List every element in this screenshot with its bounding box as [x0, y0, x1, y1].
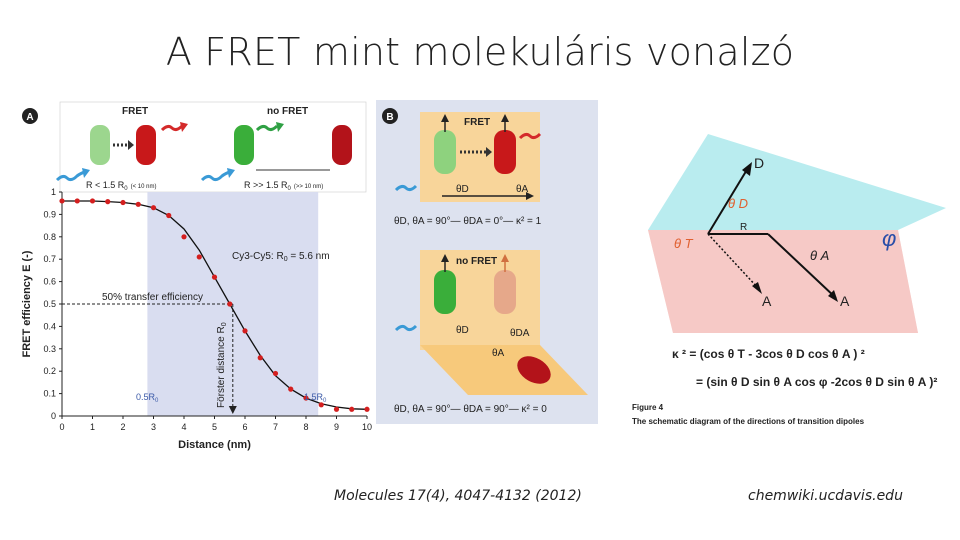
panel-b-fret: FRET	[464, 117, 491, 128]
data-point	[197, 254, 202, 259]
data-point	[288, 387, 293, 392]
annotation-forster: Förster distance $R_0$	[216, 322, 228, 408]
label-r: R	[740, 222, 748, 233]
x-tick-label: 5	[211, 422, 218, 432]
label-a: A	[840, 293, 850, 309]
data-point	[212, 275, 217, 280]
figure-caption: The schematic diagram of the directions of transition dipoles	[632, 417, 865, 426]
panel-b-label: B	[386, 112, 394, 123]
panel-a	[12, 100, 384, 460]
y-tick-label: 0	[50, 411, 56, 421]
x-tick-label: 0	[59, 422, 65, 432]
figure-label: Figure 4	[632, 403, 664, 412]
y-axis-label: FRET efficiency E (-)	[21, 250, 33, 358]
data-point	[242, 328, 247, 333]
data-point	[90, 198, 95, 203]
data-point	[136, 202, 141, 207]
y-tick-label: 1	[50, 187, 56, 197]
annotation-pair: Cy3-Cy5: $R_0 = 5.6$ nm	[232, 251, 330, 263]
cond-left: R < 1.5 $R_0$ $^{(< 10 nm)}$	[86, 180, 157, 192]
top-fret-label: FRET	[122, 106, 149, 117]
data-point	[227, 301, 232, 306]
y-tick-label: 0.6	[43, 276, 56, 287]
data-point	[166, 213, 171, 218]
cond-right: R >> 1.5 $R_0$ $^{(>> 10 nm)}$	[244, 180, 324, 192]
x-tick-label: 3	[150, 422, 157, 432]
upper-plane	[648, 134, 946, 230]
x-tick-label: 1	[89, 422, 96, 432]
x-tick-label: 2	[120, 422, 126, 432]
y-tick-label: 0.3	[43, 343, 56, 354]
theta-a-2: θA	[492, 348, 505, 359]
x-tick-label: 10	[361, 422, 373, 432]
panel-b-nofret: no FRET	[456, 256, 498, 267]
y-tick-label: 0.7	[43, 254, 56, 265]
x-tick-label: 4	[181, 422, 187, 432]
annotation-50: 50% transfer efficiency	[102, 292, 203, 303]
y-tick-label: 0.2	[43, 366, 56, 377]
data-point	[105, 199, 110, 204]
label-a-dotted: A	[762, 293, 772, 309]
x-tick-label: 7	[272, 422, 279, 432]
data-point	[59, 198, 64, 203]
label-15r0: $1.5R_0$	[304, 392, 327, 404]
donor-icon	[90, 125, 110, 165]
data-point	[258, 355, 263, 360]
label-d: D	[754, 155, 765, 171]
y-tick-label: 0.1	[43, 388, 56, 399]
panel-b	[376, 100, 598, 424]
data-point	[349, 407, 354, 412]
data-point	[181, 234, 186, 239]
slide-title: A FRET mint molekuláris vonalzó	[165, 30, 795, 74]
x-tick-label: 9	[333, 422, 340, 432]
caption-left: Molecules 17(4), 4047-4132 (2012)	[334, 488, 582, 504]
x-axis-label: Distance (nm)	[178, 439, 251, 451]
y-tick-label: 0.4	[43, 321, 56, 332]
top-nofret-label: no FRET	[267, 106, 309, 117]
caption-right: chemwiki.ucdavis.edu	[748, 488, 903, 504]
theta-a-1: θA	[516, 184, 529, 195]
data-point	[151, 205, 156, 210]
label-05r0: $0.5R_0$	[136, 392, 159, 404]
theta-t-c: θ T	[674, 236, 693, 251]
data-point	[334, 407, 339, 412]
data-point	[75, 198, 80, 203]
y-tick-label: 0.9	[43, 209, 56, 220]
data-point	[364, 407, 369, 412]
theta-d-2: θD	[456, 325, 469, 336]
kappa-line2: = (sin θ D sin θ A cos φ -2cos θ D sin θ A )²	[696, 375, 938, 389]
y-tick-label: 0.5	[43, 299, 56, 309]
theta-a-c: θ A	[810, 248, 830, 263]
kappa-line1: κ ² = (cos θ T - 3cos θ D cos θ A ) ²	[672, 347, 865, 361]
theta-d-c: θ D	[728, 196, 749, 211]
donor-icon-nofret	[234, 125, 254, 165]
theta-d-1: θD	[456, 184, 469, 195]
panel-c	[628, 128, 958, 428]
acceptor-icon-nofret	[332, 125, 352, 165]
x-tick-label: 8	[303, 422, 309, 432]
data-point	[273, 371, 278, 376]
phi-symbol: φ	[882, 226, 897, 251]
x-tick-label: 6	[242, 422, 248, 432]
panel-a-label: A	[26, 112, 34, 123]
theta-da: θDA	[510, 328, 530, 339]
panel-b-eq2: θD, θA = 90°— θDA = 90°— κ² = 0	[394, 404, 547, 415]
y-tick-label: 0.8	[43, 231, 56, 242]
acceptor-icon	[136, 125, 156, 165]
panel-b-eq1: θD, θA = 90°— θDA = 0°— κ² = 1	[394, 216, 542, 227]
data-point	[120, 200, 125, 205]
